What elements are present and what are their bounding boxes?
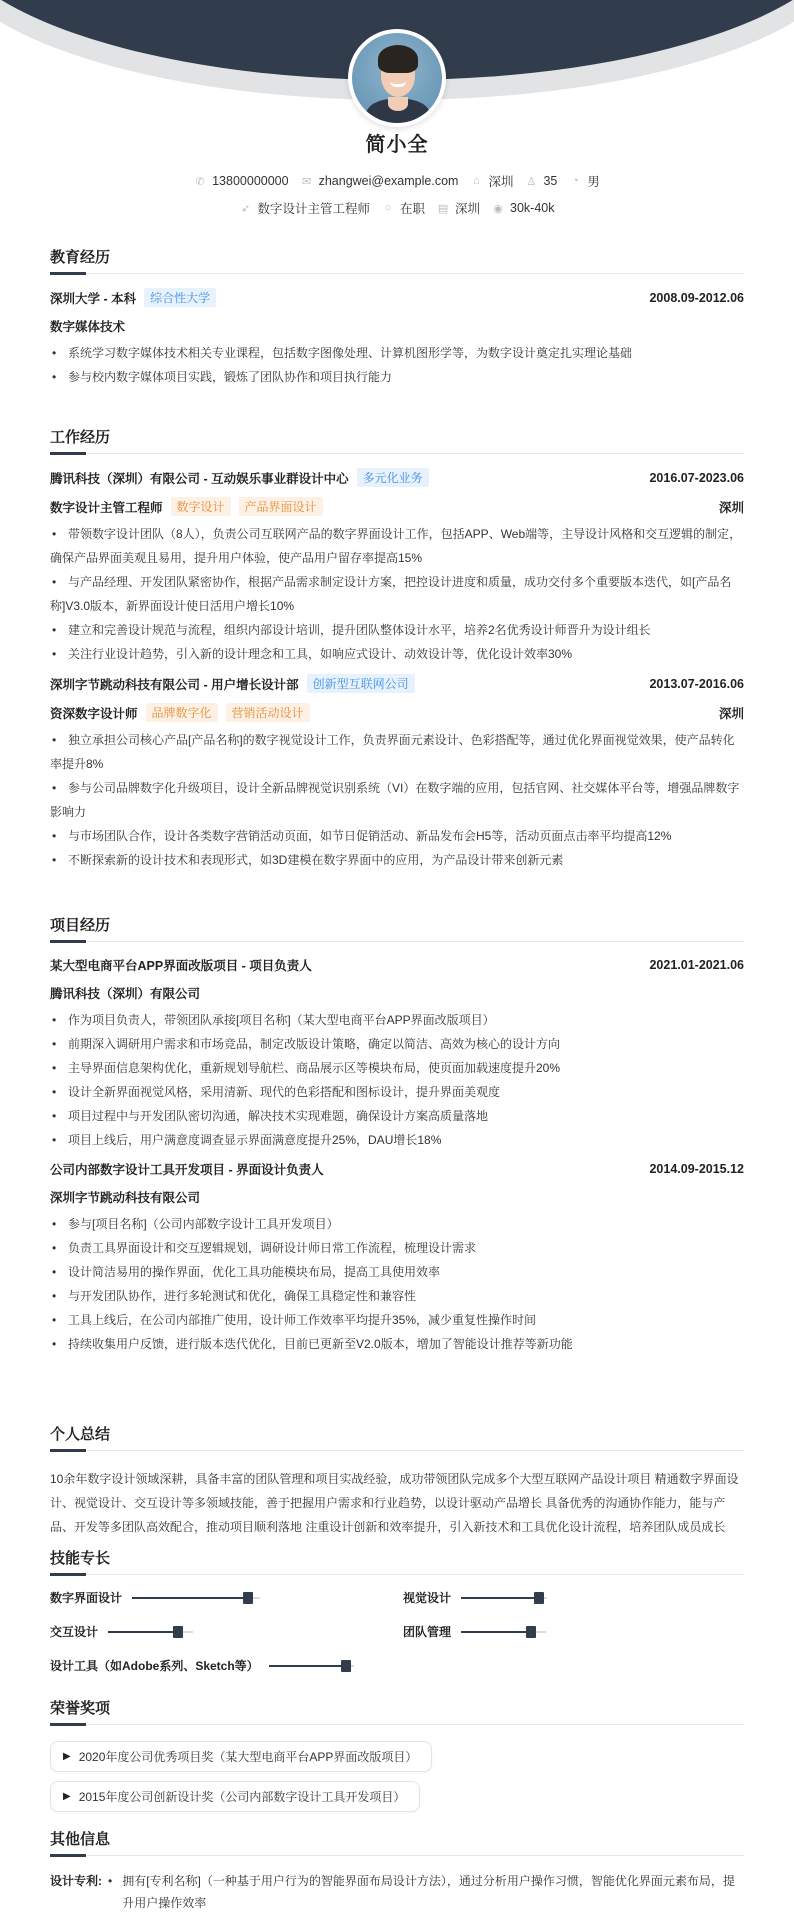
education-entry-header: [50, 288, 744, 307]
list-item: • 前期深入调研用户需求和市场竞品，制定改版设计策略，确定以简洁、高效为核心的设计方向: [50, 1032, 744, 1056]
award-text: 2020年度公司优秀项目奖（某大型电商平台APP界面改版项目）: [78, 1750, 418, 1764]
home-icon: ⌂: [473, 175, 480, 187]
skill-bar: [269, 1665, 354, 1667]
building-icon: ▤: [437, 202, 449, 215]
position-tag: 品牌数字化: [146, 703, 218, 722]
skill-bar: [132, 1597, 260, 1599]
company-tag: 多元化业务: [357, 468, 429, 487]
contact-age: [525, 174, 557, 188]
section-title-summary: 个人总结: [50, 1423, 744, 1451]
job-target-city: [437, 199, 480, 217]
position-tag: 数字设计: [171, 497, 231, 516]
list-item: • 设计全新界面视觉风格，采用清新、现代的色彩搭配和图标设计，提升界面美观度: [50, 1080, 744, 1104]
awards-list: [50, 1741, 744, 1812]
list-item: • 建立和完善设计规范与流程，组织内部设计培训，提升团队整体设计水平，培养2名优秀设计师晋升为设计组长: [50, 618, 744, 642]
skill-name: 设计工具（如Adobe系列、Sketch等）: [50, 1659, 259, 1673]
work-entry-header: [50, 674, 744, 693]
education-section: [50, 246, 744, 389]
skill-knob: [173, 1626, 183, 1638]
bullet-icon: •: [108, 1874, 113, 1888]
salary-text: 30k-40k: [510, 201, 555, 215]
skill-item: [403, 1589, 547, 1606]
other-text: 拥有[专利名称]（一种基于用户行为的智能界面布局设计方法），通过分析用户操作习惯，智能优化界面元素布局，提升用户操作效率: [122, 1874, 735, 1910]
list-item: • 参与公司品牌数字化升级项目，设计全新品牌视觉识别系统（VI）在数字端的应用，包括官网、社交媒体平台等，增强品牌数字影响力: [50, 776, 744, 824]
project-date: 2021.01-2021.06: [649, 958, 744, 972]
project-bullets: [50, 1008, 744, 1152]
section-title-awards: 荣誉奖项: [50, 1697, 744, 1725]
work-bullets: [50, 728, 744, 872]
work-location: 深圳: [718, 706, 744, 721]
position-tag: 营销活动设计: [226, 703, 310, 722]
list-item: • 设计简洁易用的操作界面，优化工具功能模块布局，提高工具使用效率: [50, 1260, 744, 1284]
work-date: 2016.07-2023.06: [649, 470, 744, 485]
list-item: • 持续收集用户反馈，进行版本迭代优化，目前已更新至V2.0版本，增加了智能设计推荐等新功能: [50, 1332, 744, 1356]
list-item: • 参与[项目名称]（公司内部数字设计工具开发项目）: [50, 1212, 744, 1236]
city-text: 深圳: [488, 175, 514, 189]
award-item[interactable]: [50, 1741, 432, 1772]
work-entry-header: [50, 468, 744, 487]
list-item: • 参与校内数字媒体项目实践，锻炼了团队协作和项目执行能力: [50, 365, 744, 389]
work-date: 2013.07-2016.06: [649, 676, 744, 691]
list-item: • 与开发团队协作，进行多轮测试和优化，确保工具稳定性和兼容性: [50, 1284, 744, 1308]
send-icon: ➶: [240, 202, 251, 215]
project-name: 某大型电商平台APP界面改版项目 - 项目负责人: [50, 959, 312, 973]
award-text: 2015年度公司创新设计奖（公司内部数字设计工具开发项目）: [78, 1790, 406, 1804]
age-icon: ♙: [526, 175, 537, 188]
gender-text: 男: [587, 175, 600, 189]
skill-name: 数字界面设计: [50, 1591, 123, 1605]
skill-knob: [341, 1660, 351, 1672]
education-date: 2008.09-2012.06: [649, 290, 744, 305]
project-company: 腾讯科技（深圳）有限公司: [50, 987, 201, 1001]
job-target-position: [239, 199, 370, 217]
mail-icon: ✉: [301, 175, 312, 188]
skill-knob: [534, 1592, 544, 1604]
awards-section: [50, 1697, 744, 1812]
other-section: [50, 1828, 744, 1914]
skills-section: [50, 1547, 744, 1675]
skill-bar: [461, 1631, 546, 1633]
project-entry-header: [50, 956, 744, 974]
salary-icon: ◉: [493, 202, 503, 215]
list-item: • 工具上线后，在公司内部推广使用，设计师工作效率平均提升35%，减少重复性操作时间: [50, 1308, 744, 1332]
list-item: • 与市场团队合作，设计各类数字营销活动页面，如节日促销活动、新品发布会H5等，活动页面点击率平均提高12%: [50, 824, 744, 848]
contact-gender: [569, 172, 600, 190]
list-item: • 负责工具界面设计和交互逻辑规划，调研设计师日常工作流程，梳理设计需求: [50, 1236, 744, 1260]
list-item: • 带领数字设计团队（8人），负责公司互联网产品的数字界面设计工作，包括APP、Web端等，主导设计风格和交互逻辑的制定，确保产品界面美观且易用，提升用户体验，使产品用户留存率提高15%: [50, 522, 744, 570]
contact-phone: [194, 174, 288, 188]
skill-item: [50, 1589, 260, 1606]
skill-knob: [526, 1626, 536, 1638]
other-label: 设计专利:: [50, 1874, 102, 1888]
phone-icon: ✆: [195, 175, 205, 188]
avatar: [348, 29, 446, 127]
section-title-other: 其他信息: [50, 1828, 744, 1856]
contact-info-row: [0, 172, 794, 190]
list-item: • 与产品经理、开发团队紧密协作，根据产品需求制定设计方案，把控设计进度和质量，成功交付多个重要版本迭代，如[产品名称]V3.0版本，新界面设计使日活用户增长10%: [50, 570, 744, 618]
phone-text: 13800000000: [212, 174, 289, 188]
skill-bar: [108, 1631, 193, 1633]
skill-item: [403, 1623, 546, 1640]
project-bullets: [50, 1212, 744, 1356]
projects-section: [50, 914, 744, 1356]
company-name: 深圳字节跳动科技有限公司 - 用户增长设计部: [50, 677, 299, 692]
job-salary: [492, 201, 554, 215]
list-item: • 项目上线后，用户满意度调查显示界面满意度提升25%，DAU增长18%: [50, 1128, 744, 1152]
school-name: 深圳大学 - 本科: [50, 291, 137, 306]
award-item[interactable]: [50, 1781, 420, 1812]
job-info-row: [0, 199, 794, 217]
project-name: 公司内部数字设计工具开发项目 - 界面设计负责人: [50, 1163, 324, 1177]
skill-name: 团队管理: [403, 1625, 452, 1639]
work-location: 深圳: [718, 500, 744, 515]
project-company: 深圳字节跳动科技有限公司: [50, 1191, 201, 1205]
skill-item: [50, 1657, 354, 1674]
triangle-right-icon: ▶: [63, 1751, 71, 1762]
list-item: • 不断探索新的设计技术和表现形式，如3D建模在数字界面中的应用，为产品设计带来创新元素: [50, 848, 744, 872]
email-text: zhangwei@example.com: [318, 174, 459, 188]
list-item: • 主导界面信息架构优化，重新规划导航栏、商品展示区等模块布局，使页面加载速度提升20%: [50, 1056, 744, 1080]
avatar-photo: [352, 33, 442, 123]
list-item: • 系统学习数字媒体技术相关专业课程，包括数字图像处理、计算机图形学等，为数字设计奠定扎实理论基础: [50, 341, 744, 365]
skill-bar: [461, 1597, 547, 1599]
contact-email: [301, 174, 459, 188]
skill-name: 交互设计: [50, 1625, 99, 1639]
status-text: 在职: [400, 202, 426, 216]
project-entry-header: [50, 1160, 744, 1178]
target-city-text: 深圳: [455, 202, 481, 216]
education-bullets: [50, 341, 744, 389]
company-name: 腾讯科技（深圳）有限公司 - 互动娱乐事业群设计中心: [50, 471, 349, 486]
work-bullets: [50, 522, 744, 666]
other-item: [50, 1870, 744, 1914]
candidate-name: 简小全: [365, 134, 429, 156]
major: 数字媒体技术: [50, 320, 126, 334]
position-title: 资深数字设计师: [50, 706, 138, 721]
age-text: 35: [543, 174, 558, 188]
project-date: 2014.09-2015.12: [649, 1162, 744, 1176]
job-status: [382, 199, 425, 217]
contact-city: [470, 172, 513, 190]
award-row: [50, 1741, 744, 1772]
status-icon: ○: [384, 202, 392, 214]
section-title-work: 工作经历: [50, 426, 744, 454]
school-type-tag: 综合性大学: [144, 288, 216, 307]
section-title-projects: 项目经历: [50, 914, 744, 942]
skill-knob: [243, 1592, 253, 1604]
list-item: • 项目过程中与开发团队密切沟通，解决技术实现难题，确保设计方案高质量落地: [50, 1104, 744, 1128]
triangle-right-icon: ▶: [63, 1791, 71, 1802]
work-position-row: [50, 703, 744, 722]
work-position-row: [50, 497, 744, 516]
skill-item: [50, 1623, 193, 1640]
company-tag: 创新型互联网公司: [307, 674, 415, 693]
target-position-text: 数字设计主管工程师: [257, 202, 370, 216]
list-item: • 独立承担公司核心产品[产品名称]的数字视觉设计工作，负责界面元素设计、色彩搭配等，通过优化界面视觉效果，使产品转化率提升8%: [50, 728, 744, 776]
skills-grid: [50, 1575, 744, 1675]
skill-name: 视觉设计: [403, 1591, 452, 1605]
summary-section: [50, 1423, 744, 1539]
work-section: [50, 426, 744, 872]
gender-icon: ◔: [572, 175, 579, 187]
section-title-skills: 技能专长: [50, 1547, 744, 1575]
award-row: [50, 1781, 744, 1812]
list-item: • 作为项目负责人，带领团队承接[项目名称]（某大型电商平台APP界面改版项目）: [50, 1008, 744, 1032]
summary-text: 10余年数字设计领域深耕，具备丰富的团队管理和项目实战经验，成功带领团队完成多个大型互联网产品设计项目 精通数字界面设计、视觉设计、交互设计等多领域技能，善于把握用户需求和行业趋势，以设计驱动产品增长 具备优秀的沟通协作能力，能与产品、开发等多团队高效配合，推动项目顺利落地 注重设计创新和效率提升，引入新技术和工具优化设计流程，培养团队成员成长: [50, 1472, 739, 1534]
section-title-education: 教育经历: [50, 246, 744, 274]
list-item: • 关注行业设计趋势，引入新的设计理念和工具，如响应式设计、动效设计等，优化设计效率30%: [50, 642, 744, 666]
position-title: 数字设计主管工程师: [50, 500, 163, 515]
position-tag: 产品界面设计: [239, 497, 323, 516]
